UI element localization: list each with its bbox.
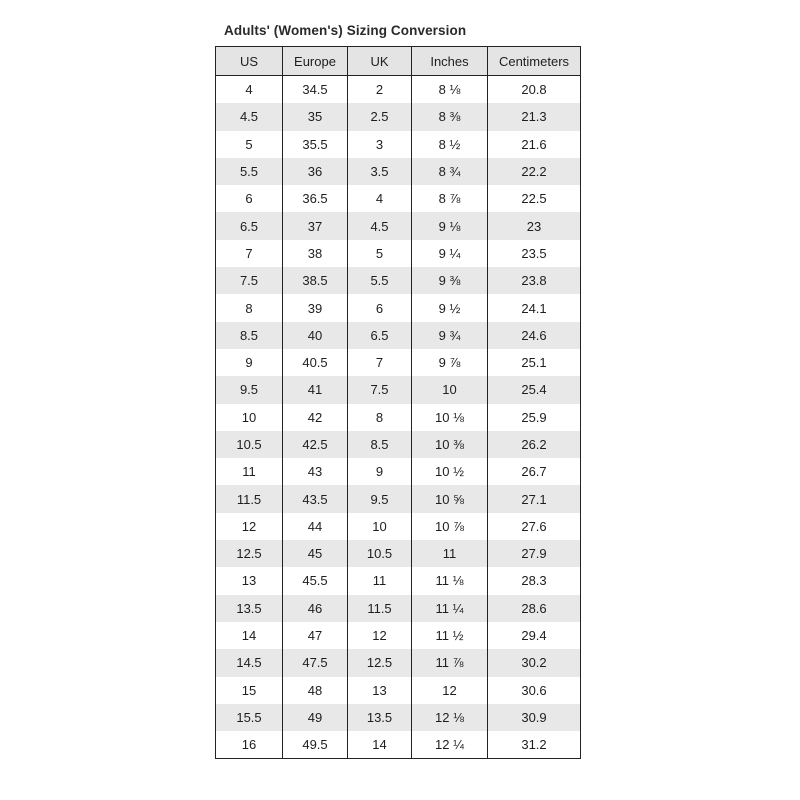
cell-us: 4 [216, 76, 283, 104]
cell-europe: 45.5 [283, 567, 348, 594]
cell-us: 11 [216, 458, 283, 485]
cell-inches: 8 ½ [412, 131, 488, 158]
cell-inches: 12 ¼ [412, 731, 488, 759]
cell-uk: 6 [348, 294, 412, 321]
cell-europe: 38.5 [283, 267, 348, 294]
cell-inches: 8 ⅛ [412, 76, 488, 104]
cell-uk: 4 [348, 185, 412, 212]
cell-centimeters: 31.2 [488, 731, 581, 759]
cell-us: 7.5 [216, 267, 283, 294]
cell-uk: 3 [348, 131, 412, 158]
table-row [216, 622, 581, 649]
column-header-europe: Europe [283, 47, 348, 76]
cell-us: 15 [216, 677, 283, 704]
cell-centimeters: 26.2 [488, 431, 581, 458]
cell-uk: 2.5 [348, 103, 412, 130]
table-row [216, 404, 581, 431]
cell-europe: 41 [283, 376, 348, 403]
cell-europe: 37 [283, 212, 348, 239]
table-row [216, 212, 581, 239]
cell-europe: 35.5 [283, 131, 348, 158]
cell-us: 5 [216, 131, 283, 158]
cell-inches: 12 ⅛ [412, 704, 488, 731]
cell-inches: 11 ⅛ [412, 567, 488, 594]
column-header-uk: UK [348, 47, 412, 76]
cell-europe: 35 [283, 103, 348, 130]
cell-europe: 42 [283, 404, 348, 431]
table-row [216, 431, 581, 458]
table-row [216, 677, 581, 704]
table-row [216, 540, 581, 567]
cell-us: 10 [216, 404, 283, 431]
cell-us: 12.5 [216, 540, 283, 567]
cell-us: 10.5 [216, 431, 283, 458]
table-row [216, 240, 581, 267]
cell-europe: 47.5 [283, 649, 348, 676]
cell-uk: 12.5 [348, 649, 412, 676]
column-header-centimeters: Centimeters [488, 47, 581, 76]
cell-centimeters: 30.6 [488, 677, 581, 704]
cell-inches: 9 ⅛ [412, 212, 488, 239]
cell-uk: 9.5 [348, 485, 412, 512]
cell-europe: 38 [283, 240, 348, 267]
cell-inches: 8 ⅜ [412, 103, 488, 130]
cell-centimeters: 27.1 [488, 485, 581, 512]
cell-uk: 4.5 [348, 212, 412, 239]
chart-title: Adults' (Women's) Sizing Conversion [224, 23, 467, 38]
cell-centimeters: 21.3 [488, 103, 581, 130]
cell-us: 14 [216, 622, 283, 649]
cell-europe: 36.5 [283, 185, 348, 212]
table-row [216, 131, 581, 158]
cell-centimeters: 30.9 [488, 704, 581, 731]
cell-europe: 46 [283, 595, 348, 622]
cell-us: 4.5 [216, 103, 283, 130]
cell-inches: 9 ⅜ [412, 267, 488, 294]
cell-uk: 7 [348, 349, 412, 376]
table-row [216, 103, 581, 130]
cell-europe: 44 [283, 513, 348, 540]
cell-inches: 10 ½ [412, 458, 488, 485]
cell-centimeters: 22.2 [488, 158, 581, 185]
cell-uk: 11.5 [348, 595, 412, 622]
cell-centimeters: 23 [488, 212, 581, 239]
header-row [216, 47, 581, 76]
cell-europe: 45 [283, 540, 348, 567]
cell-centimeters: 30.2 [488, 649, 581, 676]
cell-inches: 11 ½ [412, 622, 488, 649]
table-row [216, 76, 581, 104]
cell-us: 9.5 [216, 376, 283, 403]
cell-uk: 5.5 [348, 267, 412, 294]
cell-europe: 49.5 [283, 731, 348, 759]
cell-centimeters: 27.6 [488, 513, 581, 540]
cell-uk: 8 [348, 404, 412, 431]
cell-uk: 5 [348, 240, 412, 267]
cell-inches: 10 ⅛ [412, 404, 488, 431]
cell-us: 14.5 [216, 649, 283, 676]
cell-inches: 8 ⅞ [412, 185, 488, 212]
cell-uk: 9 [348, 458, 412, 485]
cell-us: 9 [216, 349, 283, 376]
cell-inches: 9 ½ [412, 294, 488, 321]
cell-us: 7 [216, 240, 283, 267]
cell-centimeters: 20.8 [488, 76, 581, 104]
cell-uk: 14 [348, 731, 412, 759]
cell-centimeters: 28.6 [488, 595, 581, 622]
cell-centimeters: 28.3 [488, 567, 581, 594]
cell-uk: 11 [348, 567, 412, 594]
table-row [216, 513, 581, 540]
cell-europe: 42.5 [283, 431, 348, 458]
cell-centimeters: 26.7 [488, 458, 581, 485]
cell-europe: 48 [283, 677, 348, 704]
cell-inches: 9 ¼ [412, 240, 488, 267]
cell-centimeters: 25.9 [488, 404, 581, 431]
table-row [216, 731, 581, 759]
cell-uk: 2 [348, 76, 412, 104]
cell-us: 16 [216, 731, 283, 759]
cell-centimeters: 25.1 [488, 349, 581, 376]
cell-inches: 9 ¾ [412, 322, 488, 349]
column-header-inches: Inches [412, 47, 488, 76]
cell-europe: 34.5 [283, 76, 348, 104]
cell-centimeters: 23.5 [488, 240, 581, 267]
cell-inches: 10 ⅞ [412, 513, 488, 540]
cell-inches: 12 [412, 677, 488, 704]
cell-centimeters: 24.1 [488, 294, 581, 321]
table-row [216, 349, 581, 376]
cell-us: 13.5 [216, 595, 283, 622]
cell-centimeters: 29.4 [488, 622, 581, 649]
table-row [216, 704, 581, 731]
table-row [216, 595, 581, 622]
cell-centimeters: 27.9 [488, 540, 581, 567]
cell-inches: 11 ⅞ [412, 649, 488, 676]
table-row [216, 185, 581, 212]
cell-uk: 7.5 [348, 376, 412, 403]
cell-us: 15.5 [216, 704, 283, 731]
cell-inches: 10 ⅝ [412, 485, 488, 512]
cell-europe: 39 [283, 294, 348, 321]
table-row [216, 567, 581, 594]
cell-us: 8.5 [216, 322, 283, 349]
table-row [216, 267, 581, 294]
cell-centimeters: 25.4 [488, 376, 581, 403]
cell-us: 8 [216, 294, 283, 321]
cell-us: 5.5 [216, 158, 283, 185]
cell-inches: 9 ⅞ [412, 349, 488, 376]
cell-europe: 49 [283, 704, 348, 731]
cell-europe: 47 [283, 622, 348, 649]
cell-uk: 13 [348, 677, 412, 704]
cell-inches: 10 [412, 376, 488, 403]
cell-uk: 10 [348, 513, 412, 540]
cell-europe: 40.5 [283, 349, 348, 376]
column-header-us: US [216, 47, 283, 76]
table-row [216, 158, 581, 185]
cell-inches: 11 [412, 540, 488, 567]
cell-uk: 13.5 [348, 704, 412, 731]
cell-europe: 36 [283, 158, 348, 185]
cell-centimeters: 24.6 [488, 322, 581, 349]
cell-us: 13 [216, 567, 283, 594]
cell-uk: 6.5 [348, 322, 412, 349]
sizing-table [215, 46, 581, 759]
cell-europe: 43.5 [283, 485, 348, 512]
table-row [216, 649, 581, 676]
cell-centimeters: 21.6 [488, 131, 581, 158]
cell-us: 12 [216, 513, 283, 540]
cell-inches: 8 ¾ [412, 158, 488, 185]
cell-inches: 11 ¼ [412, 595, 488, 622]
cell-uk: 10.5 [348, 540, 412, 567]
table-row [216, 458, 581, 485]
cell-europe: 43 [283, 458, 348, 485]
cell-europe: 40 [283, 322, 348, 349]
cell-inches: 10 ⅜ [412, 431, 488, 458]
table-row [216, 485, 581, 512]
cell-uk: 8.5 [348, 431, 412, 458]
cell-uk: 12 [348, 622, 412, 649]
cell-centimeters: 22.5 [488, 185, 581, 212]
cell-us: 6 [216, 185, 283, 212]
table-row [216, 294, 581, 321]
cell-us: 6.5 [216, 212, 283, 239]
table-row [216, 376, 581, 403]
cell-centimeters: 23.8 [488, 267, 581, 294]
cell-us: 11.5 [216, 485, 283, 512]
table-body [216, 76, 581, 759]
table-row [216, 322, 581, 349]
cell-uk: 3.5 [348, 158, 412, 185]
